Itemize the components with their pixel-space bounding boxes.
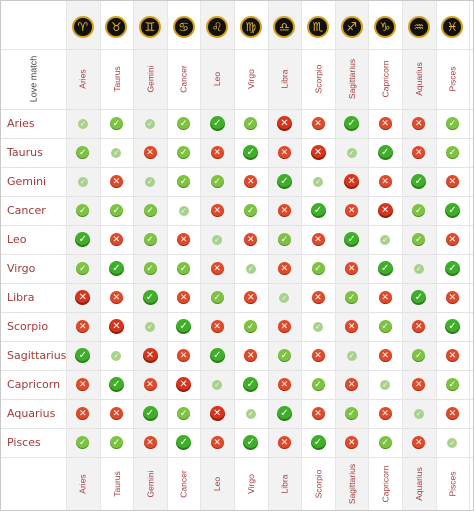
column-header-label: Taurus [111, 66, 122, 92]
cross-icon: ✕ [177, 233, 190, 246]
cross-icon: ✕ [244, 349, 257, 362]
check-icon: ✓ [78, 119, 88, 129]
column-footer-label: Leo [212, 476, 223, 491]
check-icon: ✓ [144, 262, 157, 275]
cross-icon: ✕ [278, 436, 291, 449]
cross-icon: ✕ [244, 233, 257, 246]
libra-icon: ♎ [273, 16, 295, 38]
column-footer-aries [66, 457, 100, 510]
check-icon: ✓ [345, 407, 358, 420]
grid-line [1, 225, 473, 226]
gemini-icon: ♊ [139, 16, 161, 38]
check-icon: ✓ [109, 377, 124, 392]
column-header-label: Sagittarius [346, 58, 357, 100]
cross-icon: ✕ [110, 291, 123, 304]
taurus-icon: ♉ [105, 16, 127, 38]
column-footer-label: Cancer [178, 469, 189, 498]
column-header-virgo [234, 49, 268, 109]
check-icon: ✓ [211, 291, 224, 304]
cross-icon: ✕ [311, 145, 326, 160]
check-icon: ✓ [446, 378, 459, 391]
corner-label-text: Love match [28, 55, 39, 103]
cross-icon: ✕ [211, 146, 224, 159]
check-icon: ✓ [445, 319, 460, 334]
column-footer-label: Aries [77, 473, 88, 494]
cross-icon: ✕ [75, 290, 90, 305]
check-icon: ✓ [145, 177, 155, 187]
leo-icon: ♌ [206, 16, 228, 38]
check-icon: ✓ [277, 406, 292, 421]
check-icon: ✓ [177, 146, 190, 159]
check-icon: ✓ [243, 377, 258, 392]
check-icon: ✓ [311, 435, 326, 450]
check-icon: ✓ [243, 435, 258, 450]
grid-line [1, 109, 473, 110]
column-header-taurus [100, 49, 134, 109]
check-icon: ✓ [243, 145, 258, 160]
column-header-label: Libra [279, 69, 290, 89]
check-icon: ✓ [75, 232, 90, 247]
check-icon: ✓ [111, 148, 121, 158]
row-label-libra: Libra [7, 291, 35, 304]
cross-icon: ✕ [144, 436, 157, 449]
cross-icon: ✕ [412, 378, 425, 391]
check-icon: ✓ [210, 348, 225, 363]
check-icon: ✓ [278, 233, 291, 246]
cross-icon: ✕ [412, 146, 425, 159]
column-footer-aquarius [402, 457, 436, 510]
check-icon: ✓ [75, 348, 90, 363]
check-icon: ✓ [278, 349, 291, 362]
grid-line [1, 167, 473, 168]
column-footer-capricorn [368, 457, 402, 510]
cross-icon: ✕ [278, 204, 291, 217]
cross-icon: ✕ [278, 320, 291, 333]
check-icon: ✓ [177, 262, 190, 275]
check-icon: ✓ [414, 409, 424, 419]
column-header-gemini [133, 49, 167, 109]
column-header-label: Virgo [245, 69, 256, 89]
check-icon: ✓ [244, 117, 257, 130]
cross-icon: ✕ [345, 378, 358, 391]
cross-icon: ✕ [278, 378, 291, 391]
column-header-leo [200, 49, 234, 109]
row-label-leo: Leo [7, 233, 27, 246]
check-icon: ✓ [109, 261, 124, 276]
column-footer-label: Capricorn [380, 465, 391, 502]
grid-line [469, 1, 470, 510]
check-icon: ✓ [312, 378, 325, 391]
cross-icon: ✕ [446, 233, 459, 246]
check-icon: ✓ [246, 409, 256, 419]
check-icon: ✓ [313, 177, 323, 187]
cross-icon: ✕ [345, 204, 358, 217]
column-footer-gemini [133, 457, 167, 510]
column-footer-cancer [167, 457, 201, 510]
cross-icon: ✕ [378, 203, 393, 218]
cross-icon: ✕ [176, 377, 191, 392]
check-icon: ✓ [111, 351, 121, 361]
sagittarius-icon: ♐ [341, 16, 363, 38]
check-icon: ✓ [244, 204, 257, 217]
check-icon: ✓ [143, 406, 158, 421]
check-icon: ✓ [176, 319, 191, 334]
check-icon: ✓ [212, 235, 222, 245]
row-label-aquarius: Aquarius [7, 407, 56, 420]
column-footer-label: Virgo [245, 473, 256, 494]
row-label-pisces: Pisces [7, 436, 41, 449]
column-header-capricorn [368, 49, 402, 109]
check-icon: ✓ [313, 322, 323, 332]
cross-icon: ✕ [278, 262, 291, 275]
grid-line [1, 254, 473, 255]
cross-icon: ✕ [345, 436, 358, 449]
column-footer-label: Aquarius [413, 466, 424, 501]
column-footer-pisces [436, 457, 470, 510]
scorpio-icon: ♏ [307, 16, 329, 38]
cross-icon: ✕ [76, 407, 89, 420]
column-header-pisces [436, 49, 470, 109]
cross-icon: ✕ [110, 175, 123, 188]
check-icon: ✓ [110, 436, 123, 449]
column-footer-label: Taurus [111, 470, 122, 497]
check-icon: ✓ [145, 322, 155, 332]
capricorn-icon: ♑ [374, 16, 396, 38]
aquarius-icon: ♒ [408, 16, 430, 38]
grid-line [1, 138, 473, 139]
cross-icon: ✕ [412, 436, 425, 449]
check-icon: ✓ [411, 174, 426, 189]
cross-icon: ✕ [446, 175, 459, 188]
check-icon: ✓ [446, 117, 459, 130]
check-icon: ✓ [380, 235, 390, 245]
check-icon: ✓ [177, 117, 190, 130]
cross-icon: ✕ [312, 407, 325, 420]
check-icon: ✓ [378, 145, 393, 160]
column-footer-scorpio [301, 457, 335, 510]
cross-icon: ✕ [412, 320, 425, 333]
check-icon: ✓ [414, 264, 424, 274]
column-footer-label: Gemini [144, 470, 155, 497]
check-icon: ✓ [179, 206, 189, 216]
column-header-label: Capricorn [380, 60, 391, 98]
cross-icon: ✕ [278, 146, 291, 159]
cross-icon: ✕ [110, 407, 123, 420]
column-header-sagittarius [335, 49, 369, 109]
grid-line [1, 370, 473, 371]
check-icon: ✓ [212, 380, 222, 390]
column-header-aquarius [402, 49, 436, 109]
cross-icon: ✕ [143, 348, 158, 363]
column-footer-libra [268, 457, 302, 510]
row-label-scorpio: Scorpio [7, 320, 49, 333]
column-header-label: Aries [77, 69, 88, 89]
column-footer-taurus [100, 457, 134, 510]
column-footer-label: Sagittarius [346, 463, 357, 504]
grid-line [1, 399, 473, 400]
check-icon: ✓ [379, 320, 392, 333]
cross-icon: ✕ [211, 320, 224, 333]
cross-icon: ✕ [412, 117, 425, 130]
check-icon: ✓ [177, 407, 190, 420]
column-header-cancer [167, 49, 201, 109]
check-icon: ✓ [347, 148, 357, 158]
check-icon: ✓ [412, 233, 425, 246]
cross-icon: ✕ [109, 319, 124, 334]
check-icon: ✓ [76, 146, 89, 159]
column-header-aries [66, 49, 100, 109]
column-footer-label: Pisces [447, 470, 458, 497]
check-icon: ✓ [311, 203, 326, 218]
cross-icon: ✕ [379, 175, 392, 188]
grid-line [1, 312, 473, 313]
check-icon: ✓ [446, 146, 459, 159]
column-footer-sagittarius [335, 457, 369, 510]
check-icon: ✓ [145, 119, 155, 129]
cross-icon: ✕ [177, 291, 190, 304]
column-footer-virgo [234, 457, 268, 510]
check-icon: ✓ [277, 174, 292, 189]
pisces-icon: ♓ [441, 16, 463, 38]
corner-label [1, 49, 66, 109]
column-header-label: Cancer [178, 65, 189, 93]
check-icon: ✓ [378, 261, 393, 276]
cross-icon: ✕ [110, 233, 123, 246]
grid-line [1, 341, 473, 342]
check-icon: ✓ [312, 262, 325, 275]
row-label-cancer: Cancer [7, 204, 46, 217]
grid-line [1, 196, 473, 197]
check-icon: ✓ [244, 320, 257, 333]
row-label-capricorn: Capricorn [7, 378, 61, 391]
cross-icon: ✕ [446, 291, 459, 304]
check-icon: ✓ [176, 435, 191, 450]
cross-icon: ✕ [379, 291, 392, 304]
cross-icon: ✕ [379, 407, 392, 420]
column-header-label: Scorpio [312, 64, 323, 94]
cross-icon: ✕ [244, 175, 257, 188]
check-icon: ✓ [144, 204, 157, 217]
column-header-label: Gemini [144, 65, 155, 93]
check-icon: ✓ [211, 175, 224, 188]
column-footer-label: Scorpio [312, 469, 323, 498]
check-icon: ✓ [380, 380, 390, 390]
cross-icon: ✕ [345, 262, 358, 275]
cross-icon: ✕ [211, 436, 224, 449]
check-icon: ✓ [447, 438, 457, 448]
cross-icon: ✕ [312, 291, 325, 304]
check-icon: ✓ [412, 204, 425, 217]
cross-icon: ✕ [210, 406, 225, 421]
check-icon: ✓ [344, 116, 359, 131]
check-icon: ✓ [344, 232, 359, 247]
cancer-icon: ♋ [173, 16, 195, 38]
cross-icon: ✕ [379, 117, 392, 130]
check-icon: ✓ [143, 290, 158, 305]
cross-icon: ✕ [144, 378, 157, 391]
cross-icon: ✕ [312, 117, 325, 130]
check-icon: ✓ [78, 177, 88, 187]
column-footer-leo [200, 457, 234, 510]
cross-icon: ✕ [76, 320, 89, 333]
cross-icon: ✕ [312, 349, 325, 362]
cross-icon: ✕ [76, 378, 89, 391]
row-label-virgo: Virgo [7, 262, 36, 275]
virgo-icon: ♍ [240, 16, 262, 38]
column-footer-label: Libra [279, 474, 290, 493]
cross-icon: ✕ [312, 233, 325, 246]
check-icon: ✓ [279, 293, 289, 303]
check-icon: ✓ [76, 262, 89, 275]
column-header-label: Leo [212, 71, 223, 87]
cross-icon: ✕ [344, 174, 359, 189]
cross-icon: ✕ [144, 146, 157, 159]
check-icon: ✓ [144, 233, 157, 246]
check-icon: ✓ [445, 203, 460, 218]
check-icon: ✓ [210, 116, 225, 131]
column-header-label: Aquarius [413, 62, 424, 96]
check-icon: ✓ [379, 436, 392, 449]
column-header-label: Pisces [447, 66, 458, 92]
cross-icon: ✕ [345, 320, 358, 333]
cross-icon: ✕ [211, 262, 224, 275]
cross-icon: ✕ [177, 349, 190, 362]
check-icon: ✓ [177, 175, 190, 188]
cross-icon: ✕ [446, 407, 459, 420]
check-icon: ✓ [347, 351, 357, 361]
check-icon: ✓ [345, 291, 358, 304]
check-icon: ✓ [412, 349, 425, 362]
cross-icon: ✕ [211, 204, 224, 217]
check-icon: ✓ [445, 261, 460, 276]
column-header-libra [268, 49, 302, 109]
grid-line [1, 283, 473, 284]
check-icon: ✓ [246, 264, 256, 274]
cross-icon: ✕ [379, 349, 392, 362]
check-icon: ✓ [76, 204, 89, 217]
column-header-scorpio [301, 49, 335, 109]
aries-icon: ♈ [72, 16, 94, 38]
check-icon: ✓ [76, 436, 89, 449]
check-icon: ✓ [110, 204, 123, 217]
row-label-taurus: Taurus [7, 146, 43, 159]
cross-icon: ✕ [244, 291, 257, 304]
grid-line [1, 428, 473, 429]
row-label-sagittarius: Sagittarius [7, 349, 67, 362]
row-label-gemini: Gemini [7, 175, 47, 188]
check-icon: ✓ [411, 290, 426, 305]
cross-icon: ✕ [446, 349, 459, 362]
cross-icon: ✕ [277, 116, 292, 131]
check-icon: ✓ [110, 117, 123, 130]
row-label-aries: Aries [7, 117, 35, 130]
